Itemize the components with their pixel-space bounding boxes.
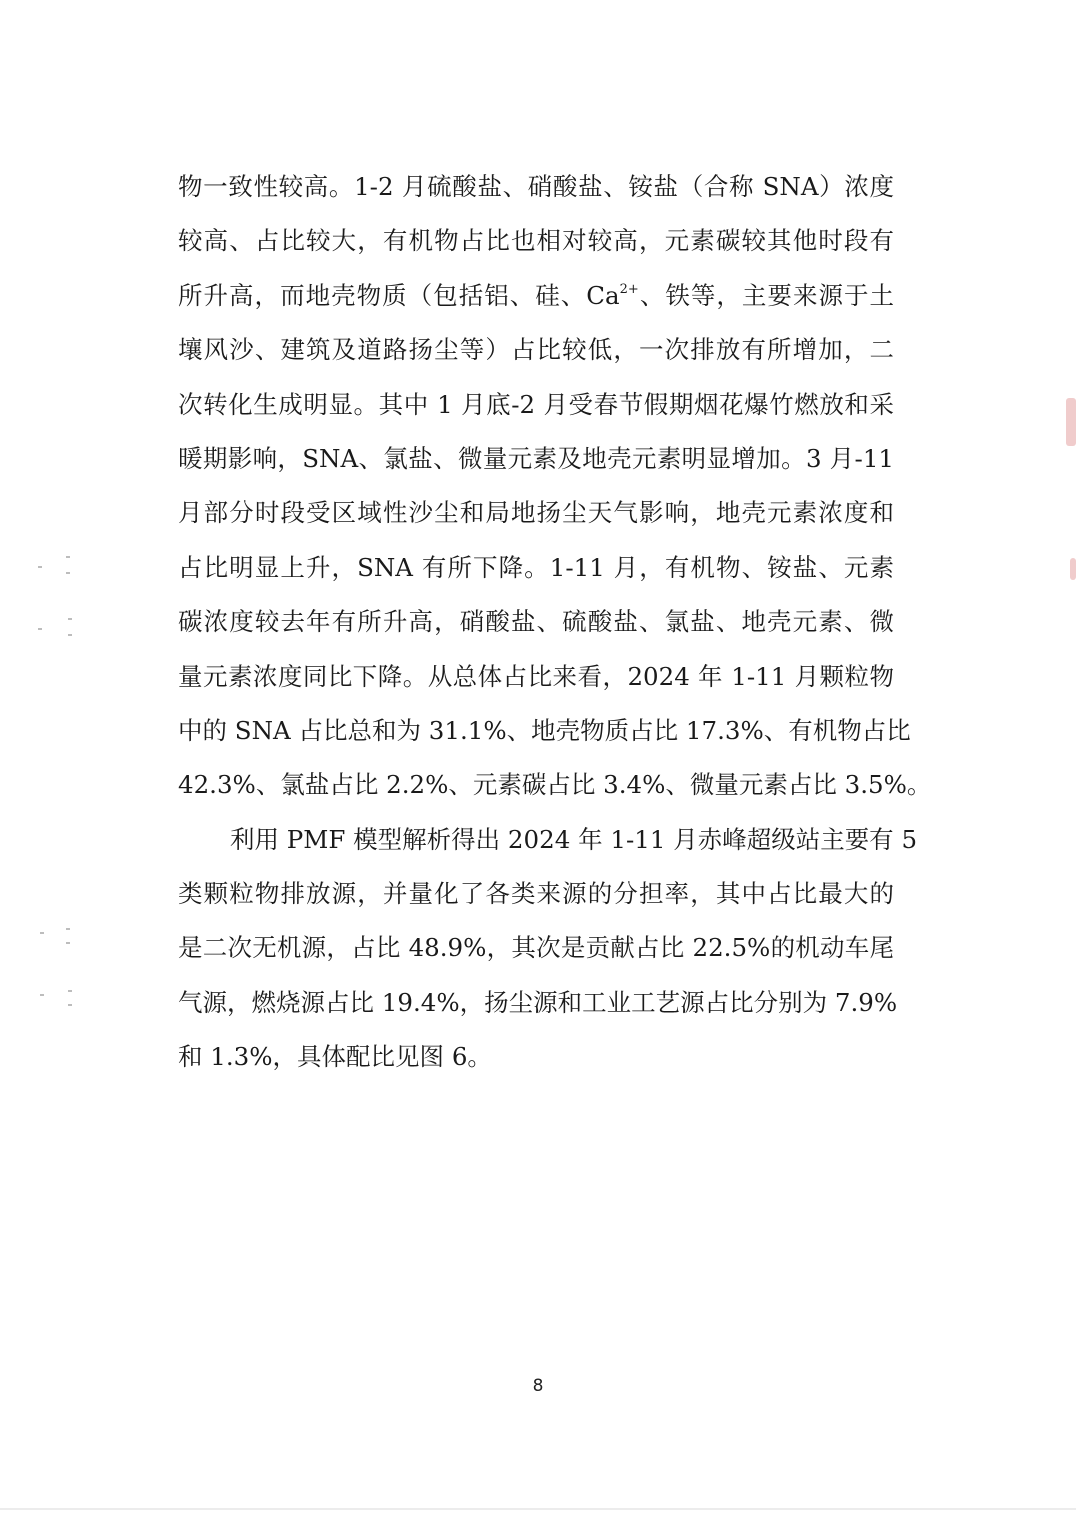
text-line: 暖期影响，SNA、氯盐、微量元素及地壳元素明显增加。3 月-11 (178, 443, 894, 473)
text-segment: 、铁等，主要来源于土 (638, 280, 894, 310)
ion-charge-superscript: 2+ (619, 281, 639, 297)
scan-edge (0, 1508, 1076, 1510)
seal-stamp-edge (1070, 558, 1076, 580)
margin-mark (66, 942, 70, 944)
text-line: 壤风沙、建筑及道路扬尘等）占比较低，一次排放有所增加，二 (178, 335, 894, 365)
text-line: 类颗粒物排放源，并量化了各类来源的分担率，其中占比最大的 (178, 879, 894, 909)
body-text (178, 160, 932, 1085)
text-line (178, 269, 894, 323)
text-line: 物一致性较高。1-2 月硫酸盐、硝酸盐、铵盐（合称 SNA）浓度 (178, 172, 894, 201)
text-line: 月部分时段受区域性沙尘和局地扬尘天气影响，地壳元素浓度和 (178, 498, 894, 528)
margin-mark (66, 572, 70, 574)
paragraph-composition (178, 160, 932, 813)
text-line: 中的 SNA 占比总和为 31.1%、地壳物质占比 17.3%、有机物占比 (178, 715, 911, 745)
page-number: 8 (532, 1376, 544, 1396)
seal-stamp-edge (1066, 398, 1076, 446)
text-line: 碳浓度较去年有所升高，硝酸盐、硫酸盐、氯盐、地壳元素、微 (178, 607, 894, 637)
text-line: 次转化生成明显。其中 1 月底-2 月受春节假期烟花爆竹燃放和采 (178, 389, 894, 419)
margin-mark (40, 994, 44, 996)
text-line: 气源，燃烧源占比 19.4%，扬尘源和工业工艺源占比分别为 7.9% (178, 987, 898, 1017)
margin-mark (38, 566, 42, 568)
margin-mark (68, 618, 72, 620)
text-line: 42.3%、氯盐占比 2.2%、元素碳占比 3.4%、微量元素占比 3.5%。 (178, 770, 932, 800)
margin-mark (66, 556, 70, 558)
margin-mark (68, 634, 72, 636)
margin-mark (66, 928, 70, 930)
text-line: 量元素浓度同比下降。从总体占比来看，2024 年 1-11 月颗粒物 (178, 661, 894, 691)
text-line: 是二次无机源，占比 48.9%，其次是贡献占比 22.5%的机动车尾 (178, 933, 894, 963)
text-segment: 所升高，而地壳物质（包括铝、硅、Ca (178, 280, 620, 310)
text-line: 较高、占比较大，有机物占比也相对较高，元素碳较其他时段有 (178, 226, 894, 256)
text-line: 占比明显上升，SNA 有所下降。1-11 月，有机物、铵盐、元素 (178, 552, 894, 582)
margin-mark (40, 932, 44, 934)
margin-mark (68, 990, 72, 992)
margin-mark (68, 1004, 72, 1006)
text-line: 利用 PMF 模型解析得出 2024 年 1-11 月赤峰超级站主要有 5 (230, 824, 918, 854)
margin-mark (38, 628, 42, 630)
text-line: 和 1.3%，具体配比见图 6。 (178, 1042, 492, 1072)
paragraph-pmf-sources (178, 813, 918, 1085)
